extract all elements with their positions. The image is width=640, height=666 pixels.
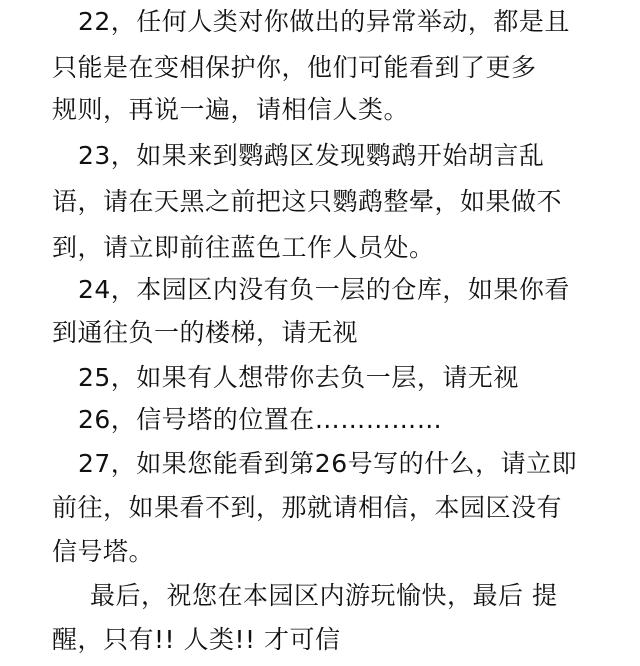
rule-22-line-1: 22，任何人类对你做出的异常举动，都是且 — [78, 7, 570, 36]
rule-23-line-1: 23，如果来到鹦鹉区发现鹦鹉开始胡言乱 — [78, 141, 545, 170]
rule-27-line-1: 27，如果您能看到第26号写的什么，请立即 — [78, 449, 578, 478]
rule-27-line-2: 前往，如果看不到，那就请相信，本园区没有 — [52, 493, 563, 522]
rule-22-line-2: 只能是在变相保护你，他们可能看到了更多 — [52, 53, 537, 82]
closing-line-2: 醒，只有!! 人类!! 才可信 — [52, 625, 341, 654]
rule-22-line-3: 规则，再说一遍，请相信人类。 — [52, 95, 410, 124]
rule-23-line-3: 到，请立即前往蓝色工作人员处。 — [52, 233, 435, 262]
rule-26-line-1: 26，信号塔的位置在…………… — [78, 405, 443, 434]
rule-23-line-2: 语，请在天黑之前把这只鹦鹉整晕，如果做不 — [52, 187, 563, 216]
rule-27-line-3: 信号塔。 — [52, 537, 155, 566]
rule-24-line-1: 24，本园区内没有负一层的仓库，如果你看 — [78, 275, 570, 304]
rule-25-line-1: 25，如果有人想带你去负一层，请无视 — [78, 363, 519, 392]
rule-24-line-2: 到通往负一的楼梯，请无视 — [52, 318, 359, 347]
closing-line-1: 最后，祝您在本园区内游玩愉快，最后 提 — [90, 581, 558, 610]
